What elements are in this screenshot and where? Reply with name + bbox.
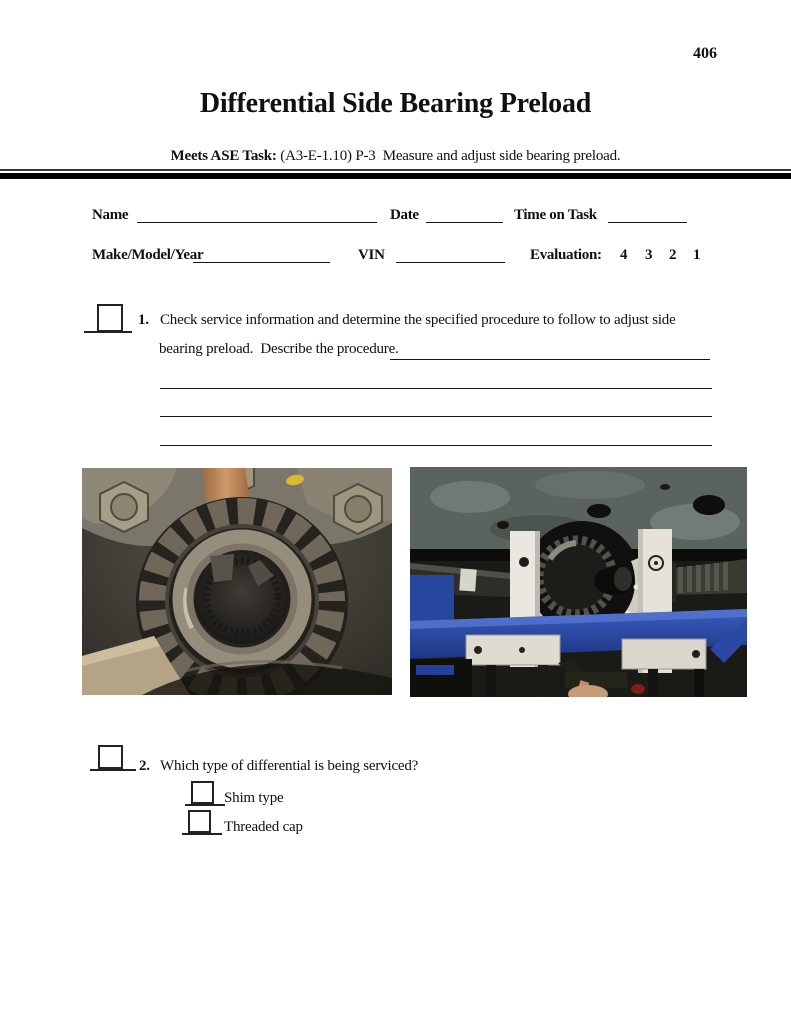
vin-blank[interactable] [396, 247, 505, 263]
date-label: Date [390, 207, 419, 223]
evaluation-option-2: 2 [669, 247, 677, 263]
ase-task-label: Meets ASE Task: [170, 148, 277, 164]
evaluation-label: Evaluation: [530, 247, 602, 263]
q1-checkbox-underline [84, 315, 132, 333]
q1-answer-blank-3[interactable] [160, 401, 712, 417]
q1-answer-blank-2[interactable] [160, 373, 712, 389]
name-blank[interactable] [137, 207, 377, 223]
make-model-year-blank[interactable] [193, 247, 330, 263]
q1-number: 1. [138, 312, 149, 328]
evaluation-option-4: 4 [620, 247, 628, 263]
ase-task-line [0, 148, 791, 165]
q1-text-line2: bearing preload. Describe the procedure. [159, 341, 399, 357]
q2-text: Which type of differential is being serviced? [160, 758, 419, 774]
name-label: Name [92, 207, 129, 223]
q1-answer-blank-4[interactable] [160, 430, 712, 446]
page-title: Differential Side Bearing Preload [199, 88, 592, 119]
make-model-year-label: Make/Model/Year [92, 247, 204, 263]
right-photo-illustration [410, 467, 747, 697]
header-divider-thick [0, 173, 791, 179]
q2-number: 2. [139, 758, 150, 774]
date-blank[interactable] [426, 207, 503, 223]
q2-option-threaded-underline [182, 817, 222, 835]
q1-text-line1: Check service information and determine the specified procedure to follow to adjust side [160, 312, 676, 328]
q2-option-threaded-label: Threaded cap [224, 819, 303, 835]
q1-answer-blank-1[interactable] [390, 344, 710, 360]
right-photo-diff-fixture [410, 467, 747, 697]
time-on-task-label: Time on Task [514, 207, 597, 223]
q2-checkbox-underline [90, 753, 136, 771]
left-photo-illustration [82, 468, 392, 695]
evaluation-option-3: 3 [645, 247, 653, 263]
left-photo-bearing-adjuster [82, 468, 392, 695]
vin-label: VIN [358, 247, 385, 263]
evaluation-option-1: 1 [693, 247, 701, 263]
header-divider-thin [0, 169, 791, 171]
time-on-task-blank[interactable] [608, 207, 687, 223]
ase-task-text: (A3-E-1.10) P-3 Measure and adjust side bearing preload. [276, 148, 621, 164]
q2-option-shim-label: Shim type [224, 790, 284, 806]
page-number: 406 [693, 45, 717, 62]
q2-option-shim-underline [185, 788, 225, 806]
